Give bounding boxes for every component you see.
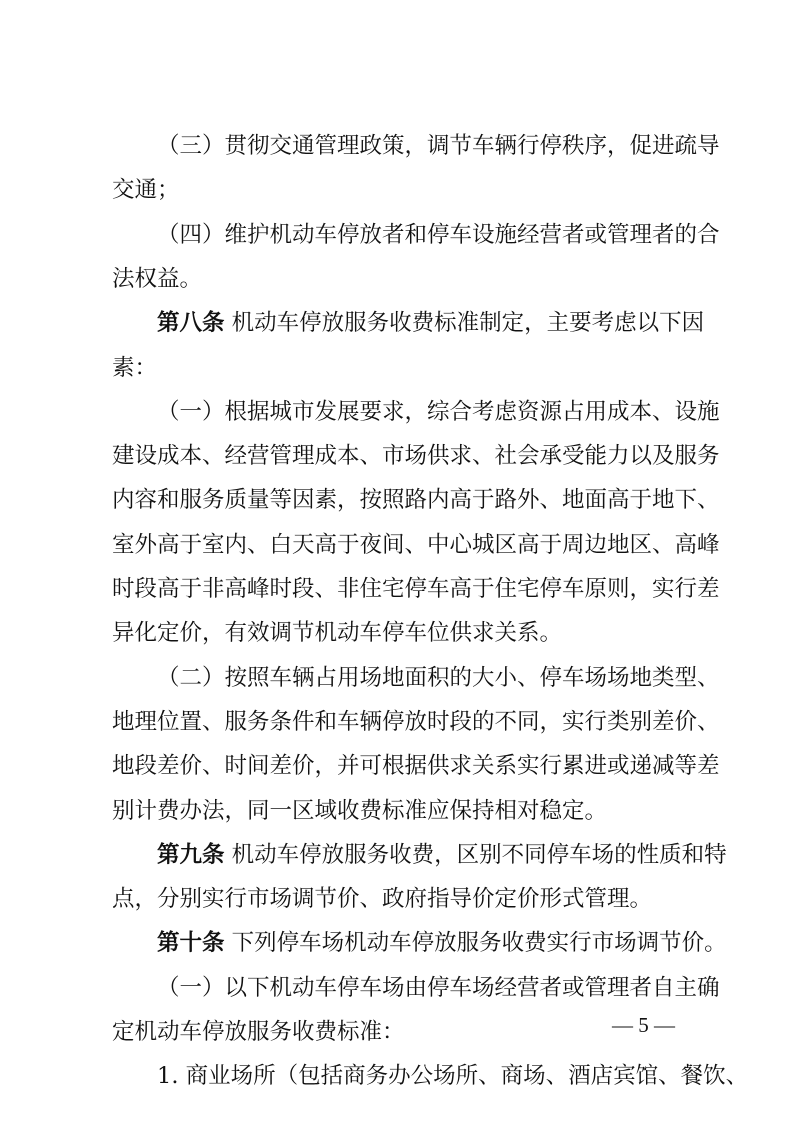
text-run: （三）贯彻交通管理政策，调节车辆行停秩序，促进疏导 [157,133,720,159]
text-run: 地理位置、服务条件和车辆停放时段的不同，实行类别差价、 [112,708,720,735]
text-line [112,1014,694,1050]
text-run: 交通； [112,177,180,204]
text-line [112,793,694,829]
text-line [157,970,720,1006]
text-run: （二）按照车辆占用场地面积的大小、停车场场地类型、 [157,664,720,691]
text-run: 异化定价，有效调节机动车停车位供求关系。 [112,620,563,647]
text-run: 法权益。 [112,265,203,292]
text-run: 1. 商业场所（包括商务办公场所、商场、酒店宾馆、餐饮、 [157,1063,749,1090]
text-line [112,881,694,917]
text-line [157,837,727,873]
text-line [112,350,694,386]
text-line [157,128,720,164]
text-line [112,261,694,297]
text-line [112,571,720,607]
text-line [112,527,720,563]
text-run: 定机动车停放服务收费标准： [112,1019,405,1045]
text-run: 内容和服务质量等因素，按照路内高于路外、地面高于地下、 [112,487,720,514]
text-line [112,704,720,740]
text-line [157,305,705,341]
text-run: 机动车停放服务收费，区别不同停车场的性质和特 [224,841,727,868]
text-run: （一）根据城市发展要求，综合考虑资源占用成本、设施 [157,398,720,425]
text-run: 点，分别实行市场调节价、政府指导价定价形式管理。 [112,886,653,913]
text-line [157,217,720,253]
text-run: （一）以下机动车停车场由停车场经营者或管理者自主确 [157,974,720,1001]
text-line [112,482,720,518]
text-run: 下列停车场机动车停放服务收费实行市场调节价。 [224,930,727,957]
article-heading: 第八条 [157,310,225,337]
text-line [112,615,694,651]
text-run: 室外高于室内、白天高于夜间、中心城区高于周边地区、高峰 [112,531,720,558]
page-number: — 5 — [612,1013,675,1037]
text-run: 建设成本、经营管理成本、市场供求、社会承受能力以及服务 [112,443,720,470]
article-heading: 第九条 [157,841,225,868]
article-heading: 第十条 [157,930,225,957]
text-run: （四）维护机动车停放者和停车设施经营者或管理者的合 [157,221,720,248]
text-line [157,925,727,961]
text-run: 机动车停放服务收费标准制定，主要考虑以下因 [224,310,705,337]
text-run: 地段差价、时间差价，并可根据供求关系实行累进或递减等差 [112,753,720,780]
text-line [157,660,720,696]
text-line [112,438,720,474]
text-line [112,748,720,784]
text-line [157,394,720,430]
text-run: 别计费办法，同一区域收费标准应保持相对稳定。 [112,797,608,824]
text-run: 时段高于非高峰时段、非住宅停车高于住宅停车原则，实行差 [112,576,720,602]
text-line [157,1058,749,1094]
text-line [112,172,694,208]
text-run: 素： [112,354,158,381]
